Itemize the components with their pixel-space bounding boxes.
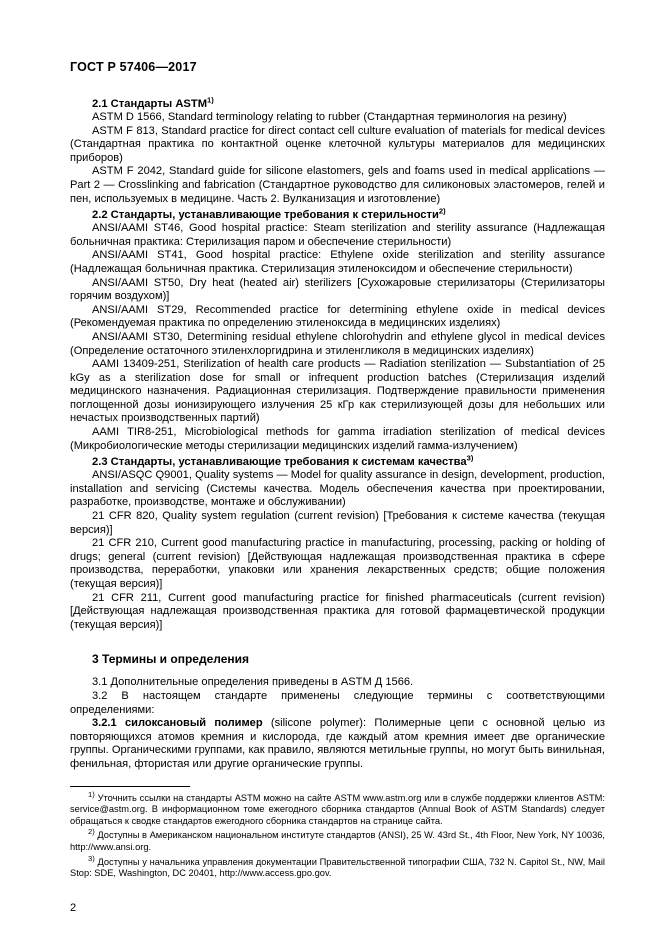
section-heading-2-3-footnote-marker: 3) bbox=[466, 453, 474, 463]
paragraph: ANSI/AAMI ST30, Determining residual ethylene chlorohydrin and ethylene glycol in medical devices (Определение остаточного этиленхлоргидрина и этиленгликоля в медицинских изделиях) bbox=[70, 330, 605, 357]
paragraph: 21 CFR 820, Quality system regulation (current revision) [Требования к системе качества (текущая версия)] bbox=[70, 510, 605, 536]
definition-number: 3.2.1 bbox=[92, 717, 117, 730]
section-heading-3: 3 Термины и определения bbox=[92, 652, 250, 667]
footnote-divider bbox=[70, 786, 190, 787]
paragraph: ANSI/ASQC Q9001, Quality systems — Model for quality assurance in design, development, production, installation and servicing (Системы качества. Модель обеспечения качества при проектировании, разработке, производстве, монтаже и обслуживании) bbox=[70, 469, 605, 509]
paragraph: AAMI 13409-251, Sterilization of health care products — Radiation sterilization — Substantiation of 25 kGy as a sterilization dose for small or infrequent production batches (Стерилизация изделий медицинского назначения. Радиационная стерилизация. Подтверждение правильности применения поглощенной дозы ионизирующего излучения 25 кГр как стерилизующей дозы для небольших или нечастых производственных партий) bbox=[70, 358, 605, 425]
definition-term: силоксановый полимер bbox=[124, 717, 263, 730]
section-heading-2-3-text: 2.3 Стандарты, устанавливающие требования к системам качества bbox=[92, 456, 467, 469]
footnote-2-marker: 2) bbox=[88, 827, 95, 837]
paragraph: 3.1 Дополнительные определения приведены в ASTM Д 1566. bbox=[92, 676, 414, 689]
paragraph: ASTM F 813, Standard practice for direct contact cell culture evaluation of materials for medical devices (Стандартная практика по контактной оценке клеточной культуры материалов для медицинских приборов) bbox=[70, 124, 605, 164]
section-heading-2-2-text: 2.2 Стандарты, устанавливающие требования к стерильности bbox=[92, 209, 439, 222]
footnote-1-marker: 1) bbox=[88, 789, 95, 799]
paragraph: 21 CFR 210, Current good manufacturing practice in manufacturing, processing, packing or holding of drugs; general (current revision) [Действующая надлежащая производственная практика в сфере производства, переработки, упаковки или хранения лекарственных средств; общие положения (текущая версия)] bbox=[70, 537, 605, 590]
paragraph: ASTM D 1566, Standard terminology relating to rubber (Стандартная терминология на резину) bbox=[92, 111, 567, 123]
section-heading-2-1 bbox=[70, 95, 605, 110]
section-heading-2-2 bbox=[70, 206, 605, 222]
definition-text: (silicone polymer): Полимерные цепи с основной целью из повторяющихся атомов кремния и кислорода, где каждый атом кремния имеет две органические группы. Органическими группами, как правило, являются метильные группы, но могут быть винильная, фенильная, фтористая или другие органические группы. bbox=[70, 717, 605, 770]
paragraph: ANSI/AAMI ST46, Good hospital practice: Steam sterilization and sterility assurance (Надлежащая больничная практика: Стерилизация паром и обеспечение стерильности) bbox=[70, 222, 605, 248]
paragraph: AAMI TIR8-251, Microbiological methods for gamma irradiation sterilization of medical devices (Микробиологические методы стерилизации медицинских изделий гамма-излучением) bbox=[70, 426, 605, 452]
paragraph: 3.2 В настоящем стандарте применены следующие термины с соответствующими определениями: bbox=[70, 689, 605, 716]
footnote-2-text: Доступны в Американском национальном институте стандартов (ANSI), 25 W. 43rd St., 4th Floor, New York, NY 10036, http://www.ansi.org. bbox=[70, 830, 605, 852]
paragraph: 21 CFR 211, Current good manufacturing practice for finished pharmaceuticals (current revision) [Действующая надлежащая производственная практика для готовой фармацевтической продукции (текущая версия)] bbox=[70, 591, 605, 631]
footnote-3 bbox=[70, 853, 605, 880]
paragraph: ANSI/AAMI ST50, Dry heat (heated air) sterilizers [Сухожаровые стерилизаторы (Стерилизаторы горячим воздухом)] bbox=[70, 276, 605, 303]
footnote-2 bbox=[70, 827, 605, 853]
section-heading-2-1-text: 2.1 Стандарты ASTM bbox=[92, 98, 208, 110]
paragraph: ANSI/AAMI ST29, Recommended practice for determining ethylene oxide in medical devices (Рекомендуемая практика по определению этиленоксида в медицинских изделиях) bbox=[70, 303, 605, 330]
section-heading-2-1-footnote-marker: 1) bbox=[207, 95, 214, 105]
paragraph: ANSI/AAMI ST41, Good hospital practice: Ethylene oxide sterilization and sterility assurance (Надлежащая больничная практика. Стерилизация этиленоксидом и обеспечение стерильности) bbox=[70, 249, 605, 275]
definition-paragraph bbox=[70, 717, 605, 771]
page-number: 2 bbox=[70, 902, 77, 914]
document-header: ГОСТ Р 57406—2017 bbox=[70, 60, 197, 74]
footnote-3-marker: 3) bbox=[88, 853, 95, 863]
footnote-1 bbox=[70, 789, 605, 828]
section-heading-2-3 bbox=[70, 453, 605, 469]
section-heading-2-2-footnote-marker: 2) bbox=[438, 206, 446, 216]
paragraph: ASTM F 2042, Standard guide for silicone elastomers, gels and foams used in medical applications — Part 2 — Crosslinking and fabrication (Стандартное руководство для силиконовых эластомеров, гелей и пен, используемых в медицине. Часть 2. Вулканизация и изготовление) bbox=[70, 165, 605, 205]
footnote-3-text: Доступны у начальника управления документации Правительственной типографии США, 732 N. Capitol St., NW, Mail Stop: SDE, Washington, DC 20401, http://www.access.gpo.gov. bbox=[70, 856, 605, 879]
footnote-1-text: Уточнить ссылки на стандарты ASTM можно на сайте ASTM www.astm.org или в службе поддержки клиентов ASTM: service@astm.org. В информационном томе ежегодного сборника стандартов (Annual Book of ASTM Standards) следует обращаться к сводке стандартов ежегодного сборника стандартов на странице сайта. bbox=[70, 792, 605, 826]
